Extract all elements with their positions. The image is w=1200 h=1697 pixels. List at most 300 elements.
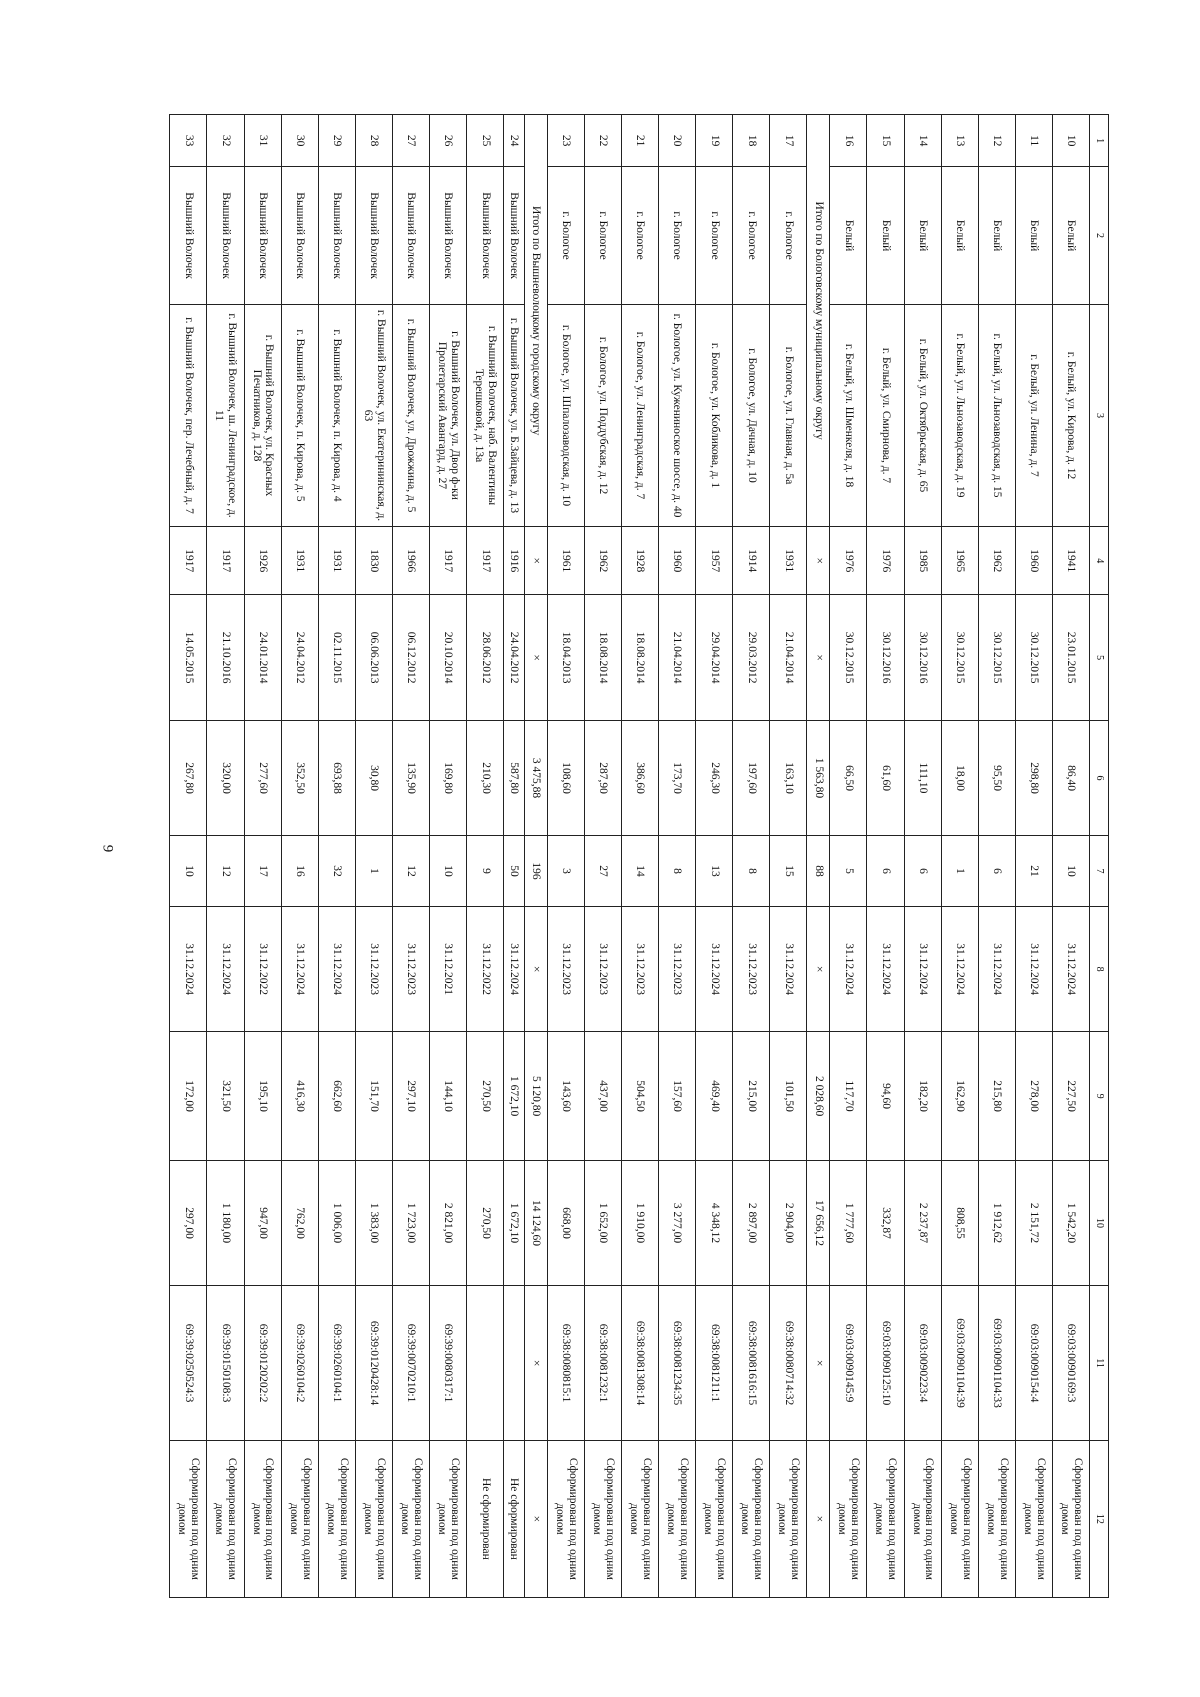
table-cell-col-12: Сформирован под одним домом bbox=[770, 1440, 807, 1597]
table-cell-col-10: 297,00 bbox=[170, 1160, 207, 1286]
total-cell-c6: 3 475,88 bbox=[524, 720, 547, 835]
table-cell-col-2: Вышний Волочек bbox=[355, 167, 392, 304]
table-cell-col-4: 1931 bbox=[770, 527, 807, 595]
table-cell-col-6: 95,50 bbox=[978, 720, 1015, 835]
table-cell-col-3: г. Белый, ул. Смирнова, д. 7 bbox=[867, 304, 904, 527]
table-body bbox=[170, 115, 1090, 1598]
table-cell-col-8: 31.12.2024 bbox=[1015, 906, 1052, 1032]
total-label: Итого по Вышневолоцкому городскому округу bbox=[524, 115, 547, 527]
table-cell-col-3: г. Вышний Волочек, п. Кирова, д. 5 bbox=[281, 304, 318, 527]
total-cell-c12: × bbox=[807, 1440, 830, 1597]
table-cell-col-3: г. Бологое, ул. Поддубская, д. 12 bbox=[584, 304, 621, 527]
table-row bbox=[207, 115, 244, 1598]
table-cell-col-3: г. Вышний Волочек, пер. Лечебный, д. 7 bbox=[170, 304, 207, 527]
table-cell-col-4: 1960 bbox=[658, 527, 695, 595]
table-row bbox=[733, 115, 770, 1598]
table-cell-col-12: Сформирован под одним домом bbox=[830, 1440, 867, 1597]
table-cell-col-1: 31 bbox=[244, 115, 281, 167]
table-cell-col-11: 69:03:0090154:4 bbox=[1015, 1286, 1052, 1440]
table-cell-col-7: 8 bbox=[658, 836, 695, 907]
table-cell-col-7: 13 bbox=[696, 836, 733, 907]
table-cell-col-11: 69:03:00901104:39 bbox=[941, 1286, 978, 1440]
table-row bbox=[658, 115, 695, 1598]
table-cell-col-11: 69:03:0090223:4 bbox=[904, 1286, 941, 1440]
table-cell-col-1: 19 bbox=[696, 115, 733, 167]
total-cell-c4: × bbox=[524, 527, 547, 595]
table-cell-col-11: 69:38:0081616:15 bbox=[733, 1286, 770, 1440]
table-cell-col-9: 416,30 bbox=[281, 1032, 318, 1160]
column-number: 4 bbox=[1090, 527, 1109, 595]
table-cell-col-6: 111,10 bbox=[904, 720, 941, 835]
table-cell-col-9: 437,00 bbox=[584, 1032, 621, 1160]
table-cell-col-12: Сформирован под одним домом bbox=[867, 1440, 904, 1597]
table-cell-col-10: 1 723,00 bbox=[392, 1160, 429, 1286]
total-row bbox=[807, 115, 830, 1598]
table-cell-col-3: г. Белый, ул. Льнозаводская, д. 15 bbox=[978, 304, 1015, 527]
table-row bbox=[978, 115, 1015, 1598]
table-cell-col-4: 1976 bbox=[830, 527, 867, 595]
table-cell-col-1: 24 bbox=[504, 115, 524, 167]
table-row bbox=[696, 115, 733, 1598]
table-cell-col-12: Сформирован под одним домом bbox=[733, 1440, 770, 1597]
table-row bbox=[1052, 115, 1089, 1598]
table-row bbox=[467, 115, 504, 1598]
table-cell-col-3: г. Белый, ул. Ленина, д. 7 bbox=[1015, 304, 1052, 527]
table-cell-col-11: 69:38:0080714:32 bbox=[770, 1286, 807, 1440]
table-cell-col-3: г. Вышний Волочек, ш. Ленинградское, д. 11 bbox=[207, 304, 244, 527]
table-row bbox=[244, 115, 281, 1598]
table-cell-col-5: 18.08.2014 bbox=[584, 595, 621, 721]
table-cell-col-11: 69:39:0120202:2 bbox=[244, 1286, 281, 1440]
table-cell-col-7: 12 bbox=[392, 836, 429, 907]
table-cell-col-2: Белый bbox=[978, 167, 1015, 304]
table-cell-col-10: 4 348,12 bbox=[696, 1160, 733, 1286]
table-cell-col-10: 1 006,00 bbox=[318, 1160, 355, 1286]
table-cell-col-1: 21 bbox=[621, 115, 658, 167]
table-cell-col-7: 21 bbox=[1015, 836, 1052, 907]
table-cell-col-1: 17 bbox=[770, 115, 807, 167]
table-cell-col-3: г. Бологое, ул. Дачная, д. 10 bbox=[733, 304, 770, 527]
table-cell-col-6: 135,90 bbox=[392, 720, 429, 835]
table-cell-col-9: 101,50 bbox=[770, 1032, 807, 1160]
table-cell-col-2: Белый bbox=[867, 167, 904, 304]
column-number: 10 bbox=[1090, 1160, 1109, 1286]
column-number: 6 bbox=[1090, 720, 1109, 835]
table-cell-col-4: 1985 bbox=[904, 527, 941, 595]
table-cell-col-10: 808,55 bbox=[941, 1160, 978, 1286]
table-cell-col-3: г. Вышний Волочек, ул. Красных Печатников, д. 128 bbox=[244, 304, 281, 527]
table-row bbox=[281, 115, 318, 1598]
table-cell-col-1: 20 bbox=[658, 115, 695, 167]
table-cell-col-12: Сформирован под одним домом bbox=[392, 1440, 429, 1597]
table-cell-col-10: 2 904,00 bbox=[770, 1160, 807, 1286]
table-cell-col-6: 386,60 bbox=[621, 720, 658, 835]
table-cell-col-11: 69:39:0260104:2 bbox=[281, 1286, 318, 1440]
table-cell-col-12: Сформирован под одним домом bbox=[318, 1440, 355, 1597]
table-cell-col-11: 69:39:0250524:3 bbox=[170, 1286, 207, 1440]
total-cell-c6: 1 563,80 bbox=[807, 720, 830, 835]
table-cell-col-11: 69:03:0090145:9 bbox=[830, 1286, 867, 1440]
table-cell-col-11: 69:39:0080317:1 bbox=[430, 1286, 467, 1440]
table-cell-col-12: Сформирован под одним домом bbox=[281, 1440, 318, 1597]
table-cell-col-9: 215,00 bbox=[733, 1032, 770, 1160]
table-cell-col-1: 22 bbox=[584, 115, 621, 167]
table-cell-col-10: 1 542,20 bbox=[1052, 1160, 1089, 1286]
table-cell-col-8: 31.12.2023 bbox=[733, 906, 770, 1032]
table-cell-col-2: Вышний Волочек bbox=[430, 167, 467, 304]
table-cell-col-11: 69:38:0081211:1 bbox=[696, 1286, 733, 1440]
table-cell-col-4: 1966 bbox=[392, 527, 429, 595]
table-cell-col-8: 31.12.2023 bbox=[584, 906, 621, 1032]
table-cell-col-7: 10 bbox=[1052, 836, 1089, 907]
table-cell-col-12: Сформирован под одним домом bbox=[1015, 1440, 1052, 1597]
column-number: 9 bbox=[1090, 1032, 1109, 1160]
table-cell-col-8: 31.12.2024 bbox=[170, 906, 207, 1032]
table-cell-col-5: 29.03.2012 bbox=[733, 595, 770, 721]
column-number: 5 bbox=[1090, 595, 1109, 721]
rotated-table-container bbox=[169, 114, 1109, 1598]
table-cell-col-10: 332,87 bbox=[867, 1160, 904, 1286]
table-cell-col-4: 1926 bbox=[244, 527, 281, 595]
table-row bbox=[770, 115, 807, 1598]
table-cell-col-12: Сформирован под одним домом bbox=[244, 1440, 281, 1597]
table-cell-col-1: 18 bbox=[733, 115, 770, 167]
table-cell-col-11 bbox=[467, 1286, 504, 1440]
table-cell-col-8: 31.12.2023 bbox=[547, 906, 584, 1032]
table-cell-col-10: 1 180,00 bbox=[207, 1160, 244, 1286]
table-cell-col-6: 86,40 bbox=[1052, 720, 1089, 835]
table-cell-col-9: 270,50 bbox=[467, 1032, 504, 1160]
table-cell-col-5: 06.12.2012 bbox=[392, 595, 429, 721]
table-cell-col-1: 13 bbox=[941, 115, 978, 167]
table-cell-col-6: 18,00 bbox=[941, 720, 978, 835]
table-cell-col-4: 1917 bbox=[430, 527, 467, 595]
table-cell-col-10: 1 672,10 bbox=[504, 1160, 524, 1286]
table-cell-col-9: 227,50 bbox=[1052, 1032, 1089, 1160]
table-cell-col-11: 69:39:0120428:14 bbox=[355, 1286, 392, 1440]
table-cell-col-9: 151,70 bbox=[355, 1032, 392, 1160]
table-cell-col-12: Сформирован под одним домом bbox=[696, 1440, 733, 1597]
table-cell-col-4: 1976 bbox=[867, 527, 904, 595]
table-cell-col-1: 12 bbox=[978, 115, 1015, 167]
table-cell-col-12: Сформирован под одним домом bbox=[355, 1440, 392, 1597]
table-cell-col-8: 31.12.2023 bbox=[658, 906, 695, 1032]
table-cell-col-8: 31.12.2023 bbox=[392, 906, 429, 1032]
column-number: 7 bbox=[1090, 836, 1109, 907]
table-row bbox=[941, 115, 978, 1598]
table-cell-col-8: 31.12.2022 bbox=[244, 906, 281, 1032]
table-cell-col-6: 587,80 bbox=[504, 720, 524, 835]
table-row bbox=[430, 115, 467, 1598]
table-cell-col-11: 69:39:0150108:3 bbox=[207, 1286, 244, 1440]
table-cell-col-3: г. Вышний Волочек, наб. Валентины Терешковой, д. 13а bbox=[467, 304, 504, 527]
table-cell-col-6: 287,90 bbox=[584, 720, 621, 835]
table-cell-col-5: 30.12.2015 bbox=[978, 595, 1015, 721]
table-cell-col-5: 28.06.2012 bbox=[467, 595, 504, 721]
table-cell-col-2: Вышний Волочек bbox=[281, 167, 318, 304]
table-cell-col-11: 69:39:0260104:1 bbox=[318, 1286, 355, 1440]
table-cell-col-3: г. Вышний Волочек, п. Кирова, д. 4 bbox=[318, 304, 355, 527]
total-cell-c10: 17 656,12 bbox=[807, 1160, 830, 1286]
total-label: Итого по Бологовскому муниципальному округу bbox=[807, 115, 830, 527]
table-cell-col-6: 246,30 bbox=[696, 720, 733, 835]
table-cell-col-4: 1931 bbox=[281, 527, 318, 595]
table-cell-col-4: 1931 bbox=[318, 527, 355, 595]
table-cell-col-3: г. Бологое, ул. Кужениноское шоссе, д. 40 bbox=[658, 304, 695, 527]
table-cell-col-9: 469,40 bbox=[696, 1032, 733, 1160]
table-cell-col-7: 16 bbox=[281, 836, 318, 907]
table-cell-col-5: 24.01.2014 bbox=[244, 595, 281, 721]
table-cell-col-2: г. Бологое bbox=[733, 167, 770, 304]
table-cell-col-5: 21.10.2016 bbox=[207, 595, 244, 721]
table-cell-col-5: 30.12.2015 bbox=[941, 595, 978, 721]
table-cell-col-2: Вышний Волочек bbox=[244, 167, 281, 304]
table-cell-col-5: 14.05.2015 bbox=[170, 595, 207, 721]
table-cell-col-11: 69:39:0070210:1 bbox=[392, 1286, 429, 1440]
total-cell-c8: × bbox=[524, 906, 547, 1032]
table-cell-col-7: 10 bbox=[430, 836, 467, 907]
table-row bbox=[584, 115, 621, 1598]
table-cell-col-5: 24.04.2012 bbox=[504, 595, 524, 721]
table-cell-col-9: 662,60 bbox=[318, 1032, 355, 1160]
table-cell-col-2: г. Бологое bbox=[696, 167, 733, 304]
table-cell-col-1: 27 bbox=[392, 115, 429, 167]
table-cell-col-7: 3 bbox=[547, 836, 584, 907]
table-cell-col-7: 12 bbox=[207, 836, 244, 907]
table-cell-col-9: 162,90 bbox=[941, 1032, 978, 1160]
table-cell-col-3: г. Белый, ул. Октябрьская, д. 65 bbox=[904, 304, 941, 527]
table-cell-col-5: 24.04.2012 bbox=[281, 595, 318, 721]
table-cell-col-9: 1 672,10 bbox=[504, 1032, 524, 1160]
table-cell-col-10: 2 821,00 bbox=[430, 1160, 467, 1286]
table-cell-col-3: г. Бологое, ул. Шпалозаводская, д. 10 bbox=[547, 304, 584, 527]
table-cell-col-8: 31.12.2023 bbox=[355, 906, 392, 1032]
table-cell-col-12: Сформирован под одним домом bbox=[978, 1440, 1015, 1597]
total-cell-c9: 2 028,60 bbox=[807, 1032, 830, 1160]
table-cell-col-10: 1 912,62 bbox=[978, 1160, 1015, 1286]
table-cell-col-2: г. Бологое bbox=[658, 167, 695, 304]
table-cell-col-6: 163,10 bbox=[770, 720, 807, 835]
table-cell-col-12: Сформирован под одним домом bbox=[904, 1440, 941, 1597]
table-cell-col-4: 1914 bbox=[733, 527, 770, 595]
table-cell-col-1: 23 bbox=[547, 115, 584, 167]
table-cell-col-8: 31.12.2022 bbox=[467, 906, 504, 1032]
table-cell-col-10: 2 897,00 bbox=[733, 1160, 770, 1286]
table-cell-col-6: 693,88 bbox=[318, 720, 355, 835]
total-cell-c5: × bbox=[524, 595, 547, 721]
table-cell-col-4: 1916 bbox=[504, 527, 524, 595]
table-cell-col-5: 06.06.2013 bbox=[355, 595, 392, 721]
table-cell-col-8: 31.12.2024 bbox=[941, 906, 978, 1032]
table-cell-col-6: 320,00 bbox=[207, 720, 244, 835]
table-cell-col-1: 33 bbox=[170, 115, 207, 167]
table-cell-col-3: г. Вышний Волочек, ул. Дрожжина, д. 5 bbox=[392, 304, 429, 527]
table-cell-col-4: 1917 bbox=[170, 527, 207, 595]
table-cell-col-2: г. Бологое bbox=[621, 167, 658, 304]
table-cell-col-4: 1830 bbox=[355, 527, 392, 595]
table-cell-col-9: 144,10 bbox=[430, 1032, 467, 1160]
table-cell-col-1: 16 bbox=[830, 115, 867, 167]
table-cell-col-6: 108,60 bbox=[547, 720, 584, 835]
table-cell-col-2: Вышний Волочек bbox=[504, 167, 524, 304]
table-cell-col-5: 02.11.2015 bbox=[318, 595, 355, 721]
housing-register-table bbox=[169, 114, 1109, 1598]
total-cell-c5: × bbox=[807, 595, 830, 721]
table-cell-col-9: 182,20 bbox=[904, 1032, 941, 1160]
table-cell-col-7: 10 bbox=[170, 836, 207, 907]
table-cell-col-10: 1 652,00 bbox=[584, 1160, 621, 1286]
table-cell-col-6: 277,60 bbox=[244, 720, 281, 835]
table-cell-col-3: г. Белый, ул. Шменкеля, д. 18 bbox=[830, 304, 867, 527]
table-cell-col-1: 30 bbox=[281, 115, 318, 167]
table-cell-col-3: г. Вышний Волочек, ул. Двор ф-ки Пролетарский Авангард, д. 27 bbox=[430, 304, 467, 527]
table-cell-col-7: 6 bbox=[904, 836, 941, 907]
table-cell-col-3: г. Вышний Волочек, ул. Б.Зайцева, д. 13 bbox=[504, 304, 524, 527]
table-cell-col-9: 94,60 bbox=[867, 1032, 904, 1160]
total-cell-c12: × bbox=[524, 1440, 547, 1597]
table-cell-col-8: 31.12.2024 bbox=[207, 906, 244, 1032]
table-cell-col-4: 1957 bbox=[696, 527, 733, 595]
table-cell-col-8: 31.12.2024 bbox=[1052, 906, 1089, 1032]
table-cell-col-6: 66,50 bbox=[830, 720, 867, 835]
table-cell-col-3: г. Белый, ул. Льнозаводская, д. 19 bbox=[941, 304, 978, 527]
table-cell-col-4: 1928 bbox=[621, 527, 658, 595]
table-cell-col-7: 27 bbox=[584, 836, 621, 907]
total-row bbox=[524, 115, 547, 1598]
table-cell-col-12: Сформирован под одним домом bbox=[1052, 1440, 1089, 1597]
table-cell-col-9: 143,60 bbox=[547, 1032, 584, 1160]
total-cell-c10: 14 124,60 bbox=[524, 1160, 547, 1286]
table-cell-col-5: 30.12.2015 bbox=[1015, 595, 1052, 721]
table-cell-col-9: 297,10 bbox=[392, 1032, 429, 1160]
table-cell-col-1: 28 bbox=[355, 115, 392, 167]
table-cell-col-8: 31.12.2023 bbox=[621, 906, 658, 1032]
column-number: 3 bbox=[1090, 304, 1109, 527]
table-cell-col-11: 69:03:0090125:10 bbox=[867, 1286, 904, 1440]
table-cell-col-7: 50 bbox=[504, 836, 524, 907]
total-cell-c8: × bbox=[807, 906, 830, 1032]
table-cell-col-8: 31.12.2024 bbox=[867, 906, 904, 1032]
table-cell-col-1: 29 bbox=[318, 115, 355, 167]
table-cell-col-2: Вышний Волочек bbox=[392, 167, 429, 304]
table-cell-col-12: Сформирован под одним домом bbox=[658, 1440, 695, 1597]
table-cell-col-7: 8 bbox=[733, 836, 770, 907]
table-cell-col-1: 26 bbox=[430, 115, 467, 167]
table-cell-col-6: 197,60 bbox=[733, 720, 770, 835]
table-cell-col-10: 1 910,00 bbox=[621, 1160, 658, 1286]
table-cell-col-10: 762,00 bbox=[281, 1160, 318, 1286]
table-cell-col-6: 173,70 bbox=[658, 720, 695, 835]
table-cell-col-9: 321,50 bbox=[207, 1032, 244, 1160]
table-cell-col-3: г. Вышний Волочек, ул. Екатерининская, д. 63 bbox=[355, 304, 392, 527]
table-cell-col-7: 32 bbox=[318, 836, 355, 907]
table-cell-col-1: 14 bbox=[904, 115, 941, 167]
table-cell-col-8: 31.12.2024 bbox=[770, 906, 807, 1032]
table-cell-col-2: Белый bbox=[941, 167, 978, 304]
table-cell-col-5: 30.12.2015 bbox=[830, 595, 867, 721]
table-cell-col-4: 1941 bbox=[1052, 527, 1089, 595]
table-cell-col-5: 18.08.2014 bbox=[621, 595, 658, 721]
table-cell-col-2: Белый bbox=[1052, 167, 1089, 304]
table-cell-col-5: 30.12.2016 bbox=[867, 595, 904, 721]
column-number: 12 bbox=[1090, 1440, 1109, 1597]
table-cell-col-4: 1917 bbox=[467, 527, 504, 595]
total-cell-c9: 5 120,80 bbox=[524, 1032, 547, 1160]
table-cell-col-7: 6 bbox=[867, 836, 904, 907]
table-cell-col-5: 23.01.2015 bbox=[1052, 595, 1089, 721]
table-cell-col-4: 1917 bbox=[207, 527, 244, 595]
table-cell-col-6: 298,80 bbox=[1015, 720, 1052, 835]
table-cell-col-6: 210,30 bbox=[467, 720, 504, 835]
table-cell-col-6: 61,60 bbox=[867, 720, 904, 835]
table-cell-col-11: 69:38:0081308:14 bbox=[621, 1286, 658, 1440]
table-cell-col-8: 31.12.2021 bbox=[430, 906, 467, 1032]
table-cell-col-8: 31.12.2024 bbox=[904, 906, 941, 1032]
table-row bbox=[547, 115, 584, 1598]
table-row bbox=[621, 115, 658, 1598]
table-cell-col-5: 21.04.2014 bbox=[770, 595, 807, 721]
total-cell-c11: × bbox=[807, 1286, 830, 1440]
total-cell-c11: × bbox=[524, 1286, 547, 1440]
table-cell-col-2: Белый bbox=[830, 167, 867, 304]
table-cell-col-5: 18.04.2013 bbox=[547, 595, 584, 721]
table-cell-col-1: 11 bbox=[1015, 115, 1052, 167]
table-cell-col-7: 1 bbox=[941, 836, 978, 907]
table-cell-col-9: 117,70 bbox=[830, 1032, 867, 1160]
table-cell-col-12: Сформирован под одним домом bbox=[941, 1440, 978, 1597]
table-cell-col-9: 215,80 bbox=[978, 1032, 1015, 1160]
table-cell-col-11: 69:38:0080815:1 bbox=[547, 1286, 584, 1440]
table-cell-col-11: 69:03:0090169:3 bbox=[1052, 1286, 1089, 1440]
table-cell-col-7: 14 bbox=[621, 836, 658, 907]
table-cell-col-12: Сформирован под одним домом bbox=[584, 1440, 621, 1597]
table-cell-col-3: г. Бологое, ул. Ленинградская, д. 7 bbox=[621, 304, 658, 527]
column-number: 2 bbox=[1090, 167, 1109, 304]
table-cell-col-10: 270,50 bbox=[467, 1160, 504, 1286]
table-cell-col-9: 172,00 bbox=[170, 1032, 207, 1160]
table-cell-col-12: Не сформирован bbox=[504, 1440, 524, 1597]
table-cell-col-8: 31.12.2024 bbox=[281, 906, 318, 1032]
table-cell-col-4: 1961 bbox=[547, 527, 584, 595]
table-cell-col-8: 31.12.2024 bbox=[504, 906, 524, 1032]
table-cell-col-5: 21.04.2014 bbox=[658, 595, 695, 721]
column-number: 11 bbox=[1090, 1286, 1109, 1440]
table-cell-col-9: 195,10 bbox=[244, 1032, 281, 1160]
table-cell-col-2: Вышний Волочек bbox=[207, 167, 244, 304]
table-cell-col-3: г. Бологое, ул. Кобликова, д. 1 bbox=[696, 304, 733, 527]
table-cell-col-4: 1962 bbox=[978, 527, 1015, 595]
table-cell-col-5: 30.12.2016 bbox=[904, 595, 941, 721]
table-row bbox=[170, 115, 207, 1598]
table-cell-col-6: 169,80 bbox=[430, 720, 467, 835]
table-cell-col-10: 2 151,72 bbox=[1015, 1160, 1052, 1286]
table-cell-col-6: 352,50 bbox=[281, 720, 318, 835]
table-row bbox=[318, 115, 355, 1598]
page-number: 9 bbox=[99, 844, 116, 853]
table-cell-col-12: Сформирован под одним домом bbox=[207, 1440, 244, 1597]
table-cell-col-8: 31.12.2024 bbox=[696, 906, 733, 1032]
table-cell-col-8: 31.12.2024 bbox=[318, 906, 355, 1032]
table-cell-col-10: 1 777,60 bbox=[830, 1160, 867, 1286]
table-cell-col-10: 1 383,00 bbox=[355, 1160, 392, 1286]
table-cell-col-11: 69:03:00901104:33 bbox=[978, 1286, 1015, 1440]
table-cell-col-12: Сформирован под одним домом bbox=[547, 1440, 584, 1597]
table-cell-col-4: 1962 bbox=[584, 527, 621, 595]
column-number: 8 bbox=[1090, 906, 1109, 1032]
table-cell-col-12: Сформирован под одним домом bbox=[170, 1440, 207, 1597]
table-cell-col-1: 25 bbox=[467, 115, 504, 167]
table-cell-col-7: 5 bbox=[830, 836, 867, 907]
